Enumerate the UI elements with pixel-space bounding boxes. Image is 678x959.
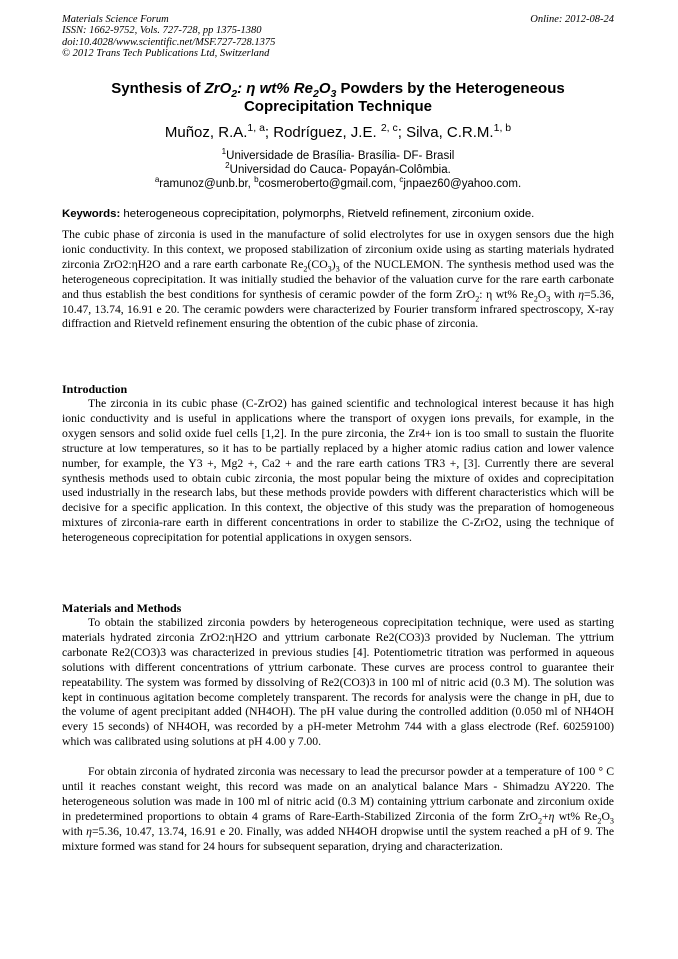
title-line-2: Coprecipitation Technique <box>243 98 433 115</box>
author-sup: 1, b <box>493 122 512 134</box>
email-link[interactable]: cosmeroberto@gmail.com, <box>258 178 400 190</box>
email-sup: a <box>154 175 160 185</box>
abstract-text: with <box>550 287 579 301</box>
sub: 3 <box>609 816 615 826</box>
sub: 2 <box>533 293 538 303</box>
title-formula: ZrO <box>204 80 232 97</box>
methods-paragraph-1: To obtain the stabilized zirconia powders by heterogeneous coprecipitation technique, were used as starting materials hydrated zirconia ZrO2:ηH2O and yttrium carbonate Re2(CO3)3 provided by Nucleman. The yttrium carbonate Re2(CO3)3 was characterized in previous studies [4]. Potentiometric titration was performed in aqueous solutions with different concentrations of yttrium carbonate. These curves are process control to guarantee their repeatability. The system was formed by dissolving of Re2(CO3)3 in 100 ml of nitric acid (0.3 M). The solution was kept in continuous agitation become completely transparent. The records for analysis were the change in pH, due to the volume of agent precipitant added (NH4OH). The pH value during the controlled addition (0.050 ml of NH4OH every 15 seconds) of NH4OH, was recorded by a pH-meter Metrohm 744 with a glass electrode (Ref. 60259100) which was calibrated using solutions at pH 4.00 y 7.00. <box>62 616 614 749</box>
title-sub: 2 <box>231 88 238 100</box>
author: ; Silva, C.R.M. <box>397 124 494 141</box>
introduction-text: The zirconia in its cubic phase (C-ZrO2) has gained scientific and technological interest because it has high ionic conductivity and is useful in applications where the transport of oxygen ions prevails, for example, in the oxygen sensors and solid oxide fuel cells [1,2]. In the pure zirconia, the Zr4+ ion is too small to sustain the fluorite structure at low temperatures, so it has to be partially replaced by a higher atomic radius cation and lower valence number, for example, the Y3 +, Mg2 +, Ca2 + and the rare earth cations TR3 +, [3]. Currently there are several synthesis methods used to obtain cubic zirconia, the most popular being the mixture of oxides and coprecipitation used industrially in the research labs, but these methods provide powders with different characteristics which will be decisive for a specific application. In this context, the objective of this study was the preparation of homogeneous mixtures of zirconia-rare earth in different concentrations in order to stabilize the C-ZrO2, using the technique of heterogeneous coprecipitation for potential applications in oxygen sensors. <box>62 397 614 545</box>
methods-text: =5.36, 10.47, 13.74, 16.91 e 20. Finally, was added NH4OH dropwise until the system reached a pH of 9. The mixture formed was stand for 24 hours for subsequent separation, drying and characterization. <box>62 824 615 853</box>
methods-text: O <box>601 809 610 823</box>
abstract-text: (CO <box>307 257 328 271</box>
methods-paragraph-2 <box>62 765 614 854</box>
abstract-text: The cubic phase of zirconia is used in the manufacture of solid electrolytes for use in oxygen sensors due the high ionic conductivity. In this context, we proposed stabilization of zirconium oxide using as starting materials hydrated zirconia ZrO2:ηH2O and a rare earth carbonate Re <box>62 228 614 271</box>
methods-text: wt% Re <box>554 809 598 823</box>
abstract-text: O <box>537 287 547 301</box>
methods-text: with <box>62 824 87 838</box>
affiliation-2: Universidad do Cauca- Popayán-Colômbia. <box>229 164 451 176</box>
title-sub: 2 <box>312 88 319 100</box>
journal-name: Materials Science Forum <box>62 14 169 25</box>
online-date: Online: 2012-08-24 <box>530 14 614 25</box>
author-list <box>62 124 614 142</box>
abstract-text: : η wt% Re <box>479 287 534 301</box>
sub: 2 <box>537 816 543 826</box>
author: Muñoz, R.A. <box>164 124 248 141</box>
eta-symbol: η <box>548 809 555 823</box>
abstract <box>62 228 614 332</box>
affil-sup: 2 <box>225 161 230 171</box>
affiliation-1: Universidade de Brasília- Brasília- DF- Brasil <box>226 150 455 162</box>
affil-sup: 1 <box>221 147 227 157</box>
issn-line: ISSN: 1662-9752, Vols. 727-728, pp 1375-1380 <box>62 25 262 37</box>
eta-symbol: η <box>86 824 92 838</box>
keywords-text: heterogeneous coprecipitation, polymorphs, Rietveld refinement, zirconium oxide. <box>120 208 535 220</box>
abstract-text: ) <box>331 257 336 271</box>
title-formula: O <box>318 80 331 97</box>
sub: 3 <box>327 264 332 274</box>
paper-title <box>62 80 614 116</box>
eta-symbol: η <box>578 287 585 301</box>
email-link[interactable]: jnpaez60@yahoo.com. <box>403 178 522 190</box>
abstract-text: of the NUCLEMON. The synthesis method used was the heterogeneous coprecipitation. It was initially studied the behavior of the valuation curve for the rare earth carbonate and thus establish the best conditions for synthesis of ceramic powder of the form ZrO <box>62 257 614 301</box>
affiliations <box>62 149 614 191</box>
sub: 2 <box>597 816 602 826</box>
author-sup: 1, a <box>247 122 265 134</box>
methods-section <box>62 601 614 855</box>
section-heading: Materials and Methods <box>62 601 182 615</box>
methods-text: For obtain zirconia of hydrated zirconia was necessary to lead the precursor powder at a temperature of 100 ° C until it reaches constant weight, this record was made on an analytical balance Mars - Shimadzu AY220. The heterogeneous solution was made in 100 ml of nitric acid (0.3 M) containing yttrium carbonate and zirconium oxide in predetermined proportions to obtain 4 grams of Rare-Earth-Stabilized Zirconia of the form ZrO <box>62 765 614 823</box>
sub: 2 <box>303 264 308 274</box>
copyright-line: © 2012 Trans Tech Publications Ltd, Switzerland <box>62 48 270 60</box>
sub: 3 <box>335 264 340 274</box>
journal-header <box>62 14 614 60</box>
title-sub: 3 <box>330 88 337 100</box>
sub: 3 <box>546 293 551 303</box>
doi-line: doi:10.4028/www.scientific.net/MSF.727-728.1375 <box>62 36 276 48</box>
section-heading: Introduction <box>62 382 128 396</box>
methods-text: + <box>542 809 549 823</box>
title-text: Synthesis of <box>111 80 205 97</box>
keywords <box>62 207 614 221</box>
sub: 2 <box>475 293 480 303</box>
introduction-section <box>62 382 614 546</box>
author-sup: 2, c <box>380 122 398 134</box>
email-link[interactable]: ramunoz@unb.br, <box>159 178 255 190</box>
email-sup: b <box>254 175 259 185</box>
author: ; Rodríguez, J.E. <box>264 124 381 141</box>
keywords-label: Keywords: <box>62 208 121 220</box>
email-sup: c <box>399 175 404 185</box>
title-text: Powders by the Heterogeneous <box>336 80 565 97</box>
abstract-text: =5.36, 10.47, 13.74, 16.91 e 20. The ceramic powders were characterized by Fourier transform infrared spectroscopy, X-ray diffraction and Rietveld refinement ensuring the obtention of the cubic phase of zirconia. <box>62 287 614 331</box>
title-formula: : η wt% Re <box>237 80 313 97</box>
